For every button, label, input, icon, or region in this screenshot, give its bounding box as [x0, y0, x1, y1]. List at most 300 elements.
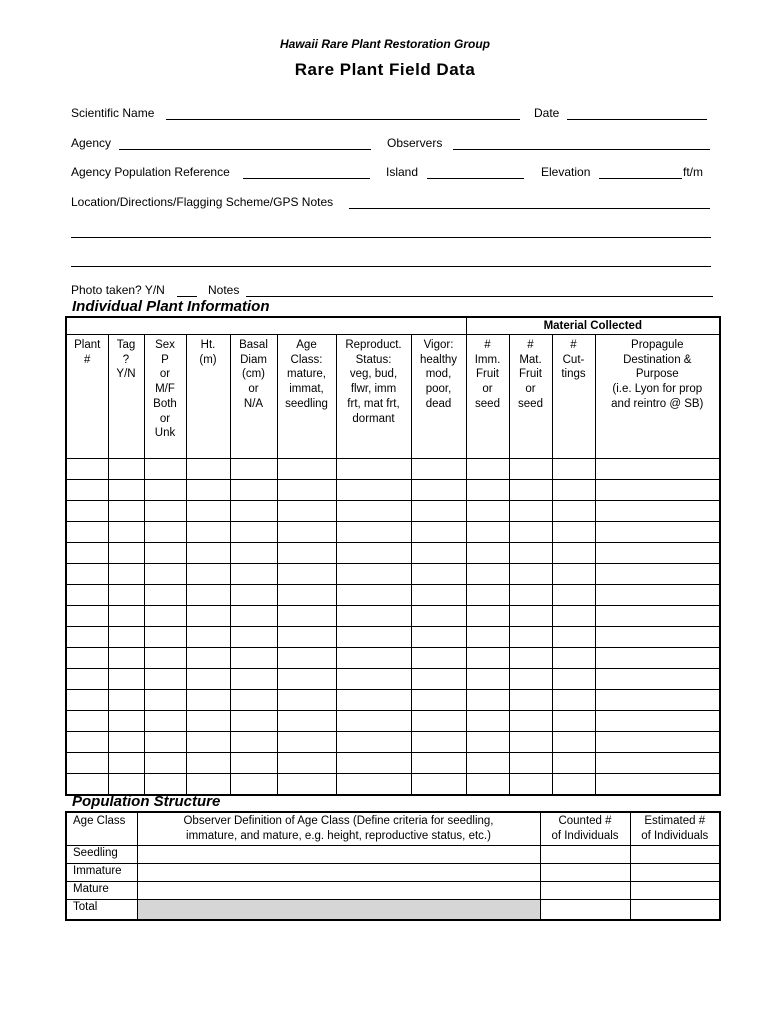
plant-row [66, 711, 720, 732]
plant-col-header-line: or [248, 383, 259, 396]
plant-cell[interactable] [595, 585, 720, 606]
plant-cell[interactable] [277, 606, 336, 627]
island-line[interactable] [427, 178, 524, 179]
plant-col-header-line: and reintro @ SB) [611, 397, 704, 410]
plant-cell[interactable] [277, 669, 336, 690]
plant-cell[interactable] [595, 480, 720, 501]
plant-col-header [66, 335, 108, 459]
location-line-2[interactable] [71, 237, 711, 238]
plant-col-header-line: M/F [155, 383, 175, 396]
population-cell[interactable] [630, 882, 720, 900]
plant-col-header-line: Fruit [476, 368, 499, 381]
plant-row [66, 522, 720, 543]
plant-cell[interactable] [595, 606, 720, 627]
plant-cell[interactable] [144, 627, 186, 648]
plant-cell[interactable] [411, 522, 466, 543]
location-line[interactable] [349, 208, 710, 209]
plant-col-header-line: or [525, 383, 536, 396]
plant-cell[interactable] [466, 480, 509, 501]
plant-cell[interactable] [411, 459, 466, 480]
plant-cell[interactable] [186, 753, 230, 774]
plant-cell[interactable] [66, 522, 108, 543]
definition-header-line: immature, and mature, e.g. height, reproductive status, etc.) [186, 829, 491, 842]
plant-cell[interactable] [230, 774, 277, 796]
photo-taken-line[interactable] [177, 296, 197, 297]
plant-cell[interactable] [186, 480, 230, 501]
plant-col-header-line: Sex [155, 339, 175, 351]
plant-cell[interactable] [277, 564, 336, 585]
plant-cell[interactable] [144, 648, 186, 669]
plant-cell[interactable] [552, 480, 595, 501]
plant-col-header-line: P [161, 353, 169, 366]
plant-cell[interactable] [411, 669, 466, 690]
plant-col-header-line: Destination & [623, 353, 692, 366]
counted-header [540, 812, 630, 846]
plant-cell[interactable] [186, 627, 230, 648]
plant-cell[interactable] [277, 585, 336, 606]
plant-col-header-line: Tag [116, 339, 136, 351]
population-cell[interactable] [540, 864, 630, 882]
plant-cell[interactable] [336, 480, 411, 501]
plant-cell[interactable] [144, 774, 186, 796]
plant-cell[interactable] [466, 564, 509, 585]
plant-cell[interactable] [144, 564, 186, 585]
plant-cell[interactable] [552, 564, 595, 585]
plant-cell[interactable] [552, 732, 595, 753]
plant-cell[interactable] [186, 501, 230, 522]
plant-col-header-line: Unk [154, 427, 176, 440]
agency-line[interactable] [119, 149, 371, 150]
plant-col-header [509, 335, 552, 459]
estimated-header-line: of Individuals [641, 829, 709, 842]
plant-cell[interactable] [466, 711, 509, 732]
plant-cell[interactable] [509, 543, 552, 564]
plant-col-header-line: dead [425, 397, 452, 410]
population-row [66, 882, 720, 900]
plant-cell[interactable] [466, 585, 509, 606]
plant-cell[interactable] [336, 627, 411, 648]
plant-cell[interactable] [466, 501, 509, 522]
plant-col-header [336, 335, 411, 459]
plant-col-header [230, 335, 277, 459]
plant-cell[interactable] [552, 690, 595, 711]
plant-cell[interactable] [230, 501, 277, 522]
plant-col-header-line: Fruit [519, 368, 542, 381]
plant-row [66, 648, 720, 669]
plant-col-header-line: or [482, 383, 493, 396]
plant-cell[interactable] [411, 564, 466, 585]
plant-cell[interactable] [411, 711, 466, 732]
plant-cell[interactable] [277, 753, 336, 774]
plant-cell[interactable] [336, 669, 411, 690]
plant-cell[interactable] [509, 690, 552, 711]
plant-cell[interactable] [411, 690, 466, 711]
plant-cell[interactable] [66, 690, 108, 711]
plant-cell[interactable] [277, 522, 336, 543]
plant-cell[interactable] [277, 711, 336, 732]
estimated-header-line: Estimated # [644, 815, 706, 827]
plant-cell[interactable] [466, 648, 509, 669]
plant-cell[interactable] [509, 732, 552, 753]
plant-cell[interactable] [66, 753, 108, 774]
elevation-line[interactable] [599, 178, 682, 179]
plant-cell[interactable] [277, 480, 336, 501]
plant-cell[interactable] [108, 711, 144, 732]
plant-cell[interactable] [186, 774, 230, 796]
agency-pop-ref-line[interactable] [243, 178, 370, 179]
plant-cell[interactable] [411, 648, 466, 669]
plant-col-header [277, 335, 336, 459]
plant-col-header-line: (m) [199, 353, 217, 366]
plant-cell[interactable] [108, 627, 144, 648]
plant-cell[interactable] [66, 459, 108, 480]
plant-cell[interactable] [108, 774, 144, 796]
plant-cell[interactable] [186, 711, 230, 732]
observers-line[interactable] [453, 149, 710, 150]
plant-cell[interactable] [466, 669, 509, 690]
population-cell[interactable] [137, 864, 540, 882]
plant-cell[interactable] [466, 690, 509, 711]
plant-cell[interactable] [230, 459, 277, 480]
plant-cell[interactable] [411, 606, 466, 627]
counted-header-line: of Individuals [551, 829, 619, 842]
plant-cell[interactable] [66, 585, 108, 606]
plant-cell[interactable] [230, 564, 277, 585]
population-cell[interactable] [540, 846, 630, 864]
population-cell[interactable] [540, 882, 630, 900]
location-label: Location/Directions/Flagging Scheme/GPS Notes [71, 195, 334, 209]
plant-cell[interactable] [66, 627, 108, 648]
plant-cell[interactable] [108, 648, 144, 669]
plant-cell[interactable] [552, 585, 595, 606]
plant-col-header-line: dormant [352, 412, 395, 425]
plant-cell[interactable] [509, 753, 552, 774]
plant-cell[interactable] [509, 711, 552, 732]
plant-cell[interactable] [411, 732, 466, 753]
plant-col-header-line: Diam [240, 353, 267, 366]
plant-col-header-line: immat, [289, 383, 324, 396]
date-line[interactable] [567, 119, 707, 120]
plant-cell[interactable] [186, 543, 230, 564]
population-row [66, 864, 720, 882]
population-row [66, 900, 720, 921]
plant-cell[interactable] [186, 732, 230, 753]
plant-col-header [108, 335, 144, 459]
plant-cell[interactable] [466, 543, 509, 564]
plant-cell[interactable] [552, 459, 595, 480]
plant-cell[interactable] [336, 543, 411, 564]
plant-cell[interactable] [509, 648, 552, 669]
plant-col-header-line: seed [475, 397, 500, 410]
plant-col-header-line: (i.e. Lyon for prop [612, 383, 703, 396]
plant-cell[interactable] [411, 627, 466, 648]
counted-header-line: Counted # [558, 815, 612, 827]
plant-cell[interactable] [277, 648, 336, 669]
plant-cell[interactable] [411, 585, 466, 606]
plant-cell[interactable] [277, 543, 336, 564]
plant-cell[interactable] [411, 501, 466, 522]
plant-cell[interactable] [66, 564, 108, 585]
plant-cell[interactable] [595, 690, 720, 711]
plant-col-header-line: or [159, 368, 171, 381]
plant-cell[interactable] [230, 522, 277, 543]
plant-cell[interactable] [277, 459, 336, 480]
plant-cell[interactable] [66, 732, 108, 753]
plant-cell[interactable] [230, 690, 277, 711]
form-title: Rare Plant Field Data [294, 60, 476, 79]
plant-cell[interactable] [552, 543, 595, 564]
notes-line[interactable] [246, 296, 713, 297]
plant-cell[interactable] [411, 753, 466, 774]
plant-col-header-line: ? [122, 353, 130, 366]
population-cell[interactable] [630, 864, 720, 882]
plant-cell[interactable] [595, 564, 720, 585]
plant-cell[interactable] [552, 627, 595, 648]
plant-cell[interactable] [108, 480, 144, 501]
plant-col-header-line: mod, [425, 368, 452, 381]
total-definition-cell-shaded [137, 900, 540, 921]
plant-cell[interactable] [336, 753, 411, 774]
plant-cell[interactable] [230, 711, 277, 732]
plant-cell[interactable] [144, 501, 186, 522]
plant-cell[interactable] [336, 606, 411, 627]
plant-cell[interactable] [552, 774, 595, 796]
agency-pop-ref-label: Agency Population Reference [71, 165, 230, 179]
plant-cell[interactable] [230, 648, 277, 669]
plant-col-header-line: Status: [355, 353, 392, 366]
plant-cell[interactable] [66, 648, 108, 669]
plant-cell[interactable] [552, 501, 595, 522]
plant-col-header [144, 335, 186, 459]
plant-cell[interactable] [108, 732, 144, 753]
plant-cell[interactable] [144, 753, 186, 774]
plant-col-header-line: Age [296, 339, 317, 351]
plant-cell[interactable] [595, 711, 720, 732]
material-collected-header: Material Collected [466, 317, 720, 335]
plant-cell[interactable] [186, 690, 230, 711]
plant-cell[interactable] [509, 564, 552, 585]
plant-cell[interactable] [595, 627, 720, 648]
population-table [65, 811, 721, 921]
plant-cell[interactable] [595, 732, 720, 753]
plant-cell[interactable] [277, 774, 336, 796]
plant-cell[interactable] [411, 774, 466, 796]
plant-col-header-line: N/A [243, 397, 264, 410]
plant-cell[interactable] [552, 669, 595, 690]
organization-name: Hawaii Rare Plant Restoration Group [279, 37, 491, 51]
plant-cell[interactable] [336, 648, 411, 669]
plant-cell[interactable] [277, 690, 336, 711]
plant-row [66, 690, 720, 711]
plant-cell[interactable] [144, 543, 186, 564]
plant-col-header-line: Y/N [116, 368, 136, 381]
plant-cell[interactable] [336, 522, 411, 543]
plant-col-header-line: seedling [285, 397, 328, 410]
plant-cell[interactable] [144, 690, 186, 711]
plant-cell[interactable] [466, 459, 509, 480]
plant-cell[interactable] [552, 753, 595, 774]
plant-cell[interactable] [552, 522, 595, 543]
plant-cell[interactable] [595, 522, 720, 543]
plant-row [66, 480, 720, 501]
plant-cell[interactable] [186, 648, 230, 669]
plant-row [66, 732, 720, 753]
plant-cell[interactable] [552, 711, 595, 732]
plant-col-header-line: tings [561, 368, 586, 381]
scientific-name-line[interactable] [166, 119, 520, 120]
plant-cell[interactable] [144, 711, 186, 732]
plant-cell[interactable] [509, 774, 552, 796]
plant-cell[interactable] [336, 585, 411, 606]
plant-cell[interactable] [552, 606, 595, 627]
plant-cell[interactable] [595, 753, 720, 774]
plant-cell[interactable] [509, 522, 552, 543]
plant-cell[interactable] [108, 753, 144, 774]
plant-cell[interactable] [186, 585, 230, 606]
plant-cell[interactable] [230, 753, 277, 774]
plant-row [66, 753, 720, 774]
plant-cell[interactable] [336, 459, 411, 480]
plant-cell[interactable] [336, 690, 411, 711]
plant-cell[interactable] [230, 732, 277, 753]
plant-cell[interactable] [552, 648, 595, 669]
plant-cell[interactable] [509, 480, 552, 501]
plant-col-header-line: or [159, 412, 171, 425]
plant-cell[interactable] [108, 564, 144, 585]
plant-col-header-line: healthy [419, 353, 458, 366]
plant-col-header-line: Ht. [200, 339, 216, 351]
plant-cell[interactable] [595, 669, 720, 690]
plant-cell[interactable] [230, 480, 277, 501]
population-cell[interactable] [630, 846, 720, 864]
plant-col-header [466, 335, 509, 459]
plant-cell[interactable] [277, 627, 336, 648]
age-class-label: Mature [66, 882, 137, 900]
plant-cell[interactable] [108, 459, 144, 480]
plant-cell[interactable] [108, 543, 144, 564]
plant-cell[interactable] [336, 564, 411, 585]
plant-cell[interactable] [144, 732, 186, 753]
plant-cell[interactable] [186, 459, 230, 480]
plant-cell[interactable] [509, 669, 552, 690]
plant-cell[interactable] [336, 501, 411, 522]
plant-cell[interactable] [108, 690, 144, 711]
plant-cell[interactable] [186, 522, 230, 543]
plant-row [66, 543, 720, 564]
plant-col-header-line: # [570, 339, 577, 351]
plant-cell[interactable] [230, 627, 277, 648]
plant-cell[interactable] [230, 669, 277, 690]
plant-cell[interactable] [466, 627, 509, 648]
plant-cell[interactable] [186, 606, 230, 627]
plant-cell[interactable] [108, 669, 144, 690]
plant-cell[interactable] [336, 774, 411, 796]
plant-cell[interactable] [108, 501, 144, 522]
population-cell[interactable] [137, 882, 540, 900]
plant-cell[interactable] [66, 480, 108, 501]
plant-cell[interactable] [144, 459, 186, 480]
plant-cell[interactable] [466, 774, 509, 796]
plant-cell[interactable] [66, 774, 108, 796]
plant-cell[interactable] [595, 543, 720, 564]
plant-cell[interactable] [144, 669, 186, 690]
plant-cell[interactable] [144, 522, 186, 543]
plant-cell[interactable] [144, 606, 186, 627]
plant-cell[interactable] [277, 501, 336, 522]
plant-cell[interactable] [336, 732, 411, 753]
plant-col-header-line: (cm) [242, 368, 265, 381]
plant-cell[interactable] [595, 459, 720, 480]
plant-col-header-line: Both [153, 397, 177, 410]
plant-cell[interactable] [595, 774, 720, 796]
age-class-header: Age Class [66, 812, 137, 846]
plant-cell[interactable] [509, 585, 552, 606]
plant-row [66, 459, 720, 480]
plant-cell[interactable] [144, 585, 186, 606]
plant-cell[interactable] [108, 522, 144, 543]
elevation-unit: ft/m [683, 165, 703, 179]
plant-cell[interactable] [411, 543, 466, 564]
plant-col-header-line: poor, [425, 383, 452, 396]
plant-cell[interactable] [66, 606, 108, 627]
plant-cell[interactable] [595, 648, 720, 669]
plant-section-title: Individual Plant Information [72, 298, 270, 315]
plant-cell[interactable] [466, 753, 509, 774]
plant-cell[interactable] [509, 501, 552, 522]
plant-cell[interactable] [230, 543, 277, 564]
location-line-3[interactable] [71, 266, 711, 267]
plant-cell[interactable] [108, 606, 144, 627]
population-cell[interactable] [137, 846, 540, 864]
plant-col-header-line: Basal [239, 339, 268, 351]
plant-cell[interactable] [66, 669, 108, 690]
population-cell[interactable] [630, 900, 720, 921]
plant-cell[interactable] [230, 585, 277, 606]
plant-cell[interactable] [277, 732, 336, 753]
plant-cell[interactable] [144, 480, 186, 501]
plant-col-header-line: Propagule [631, 339, 684, 351]
plant-cell[interactable] [509, 459, 552, 480]
plant-col-header-line: Vigor: [423, 339, 454, 351]
plant-row [66, 606, 720, 627]
notes-label: Notes [208, 283, 240, 297]
scientific-name-label: Scientific Name [71, 106, 155, 120]
population-row [66, 846, 720, 864]
plant-row [66, 585, 720, 606]
plant-cell[interactable] [230, 606, 277, 627]
plant-cell[interactable] [108, 585, 144, 606]
plant-cell[interactable] [466, 732, 509, 753]
plant-row [66, 669, 720, 690]
plant-cell[interactable] [595, 501, 720, 522]
plant-cell[interactable] [509, 606, 552, 627]
plant-cell[interactable] [509, 627, 552, 648]
plant-col-header-line: frt, mat frt, [347, 397, 400, 410]
plant-cell[interactable] [186, 669, 230, 690]
plant-cell[interactable] [186, 564, 230, 585]
plant-cell[interactable] [411, 480, 466, 501]
plant-cell[interactable] [66, 543, 108, 564]
plant-cell[interactable] [336, 711, 411, 732]
plant-cell[interactable] [466, 522, 509, 543]
plant-cell[interactable] [66, 501, 108, 522]
age-class-label: Immature [66, 864, 137, 882]
plant-cell[interactable] [66, 711, 108, 732]
estimated-header [630, 812, 720, 846]
plant-cell[interactable] [466, 606, 509, 627]
population-cell[interactable] [540, 900, 630, 921]
plant-row [66, 501, 720, 522]
